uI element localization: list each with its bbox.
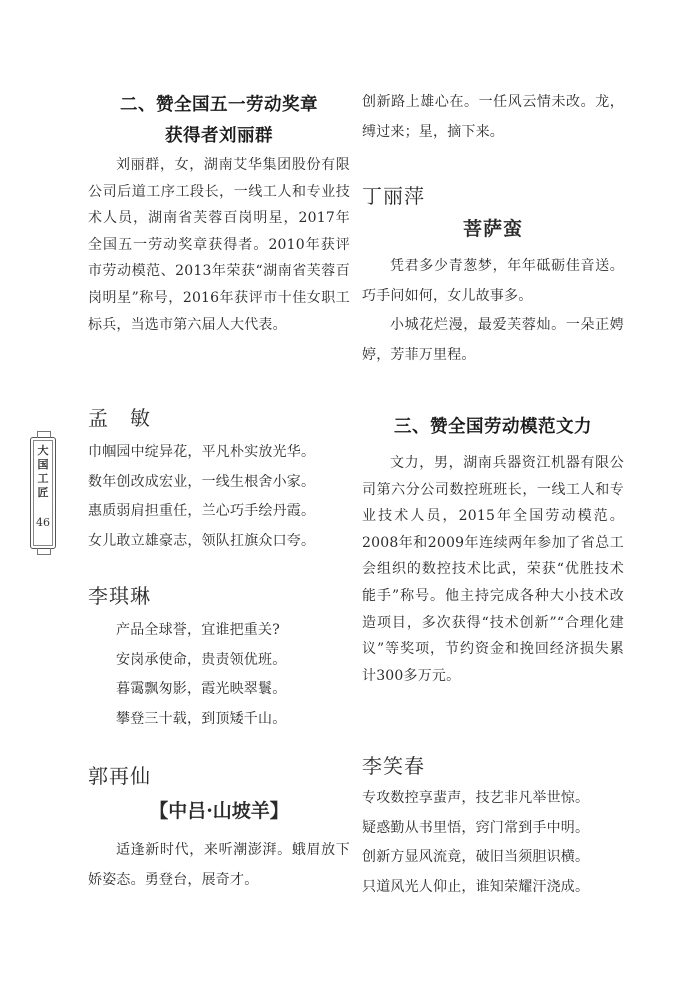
poem-line: 暮霭飘匆影，霞光映翠鬟。 <box>116 681 287 698</box>
bio-liuliqun <box>88 152 350 338</box>
poet-name-liqilin: 李琪琳 <box>88 584 151 608</box>
poem-line: 创新方显风流竟，破旧当须胆识横。 <box>362 849 590 866</box>
poem-stanza: 小城花烂漫，最爱芙蓉灿。一朵正娉婷，芳菲万里程。 <box>362 317 624 363</box>
sidebar-char: 工 <box>37 472 49 485</box>
sidebar-book-title <box>31 444 55 500</box>
poet-name-guozaixian: 郭再仙 <box>88 764 151 788</box>
page-sidebar-tab <box>30 437 56 549</box>
poet-name-lixiaochun: 李笑春 <box>362 754 425 778</box>
poem-line: 专攻数控享蜚声，技艺非凡举世惊。 <box>362 790 590 806</box>
bio-paragraph: 刘丽群，女，湖南艾华集团股份有限公司后道工序工段长，一线工人和专业技术人员，湖南省芙蓉百岗明星，2017年全国五一劳动奖章获得者。2010年获评市劳动模范、2013年荣获“湖南省芙蓉百岗明星”称号，2016年获评市十佳女职工标兵，当选市第六届人大代表。 <box>88 157 350 333</box>
poem-mengmin <box>88 438 350 556</box>
section-heading-3: 三、赞全国劳动模范文力 <box>394 417 592 437</box>
poem-line: 惠质弱肩担重任，兰心巧手绘丹霞。 <box>88 503 316 520</box>
sidebar-char: 大 <box>37 444 49 457</box>
poem-liqilin <box>88 616 350 734</box>
poem-text: 创新路上雄心在。一任风云情未改。龙，缚过来；星，摘下来。 <box>362 94 624 140</box>
poem-line: 数年创改成宏业，一线生根舍小家。 <box>88 473 316 490</box>
bio-paragraph: 文力，男，湖南兵器资江机器有限公司第六分公司数控班班长，一线工人和专业技术人员，2015年全国劳动模范。2008年和2009年连续两年参加了省总工会组织的数控技术比武，荣获“优胜技术能手”称号。他主持完成各种大小技术改造项目，多次获得“技术创新”“合理化建议”等奖项，节约资金和挽回经济损失累计300多万元。 <box>362 455 624 684</box>
poem-line: 攀登三十载，到顶矮千山。 <box>116 710 287 727</box>
poem-line: 疑惑勤从书里悟，窍门常到手中明。 <box>362 819 590 836</box>
poem-guozaixian-continued <box>362 88 624 147</box>
poem-line: 只道风光人仰止，谁知荣耀汗浇成。 <box>362 878 590 895</box>
bio-wenli <box>362 450 624 689</box>
poet-name-mengmin: 孟 敏 <box>88 406 151 430</box>
sidebar-char: 匠 <box>37 486 49 499</box>
sidebar-char: 国 <box>37 458 49 471</box>
poem-text: 适逢新时代，来听潮澎湃。蛾眉放下娇姿态。勇登台，展奇才。 <box>88 842 350 888</box>
poem-title-shanpoyang: 【中吕·山坡羊】 <box>149 800 289 822</box>
section-heading-2-line2: 获得者刘丽群 <box>165 126 273 146</box>
sidebar-ornament-top <box>37 431 51 438</box>
sidebar-ornament-bottom <box>37 548 51 555</box>
poem-line: 安岗承使命，贵责领优班。 <box>116 651 287 668</box>
section-heading-2-line1: 二、赞全国五一劳动奖章 <box>120 95 318 115</box>
poem-dinglaiping <box>362 252 624 370</box>
poem-lixiaochun <box>362 784 624 902</box>
page-number: 46 <box>36 516 50 529</box>
poem-stanza: 凭君多少青葱梦，年年砥砺佳音送。巧手问如何，女儿故事多。 <box>362 258 624 304</box>
poem-line: 产品全球誉，宜谁把重关? <box>116 622 280 638</box>
poem-line: 女儿敢立雄豪志，领队扛旗众口夸。 <box>88 532 316 549</box>
poem-guozaixian <box>88 836 350 895</box>
poem-title-pusaman: 菩萨蛮 <box>462 218 523 240</box>
poem-line: 巾帼园中绽异花，平凡朴实放光华。 <box>88 444 316 460</box>
poet-name-dinglaiping: 丁丽萍 <box>362 184 425 208</box>
